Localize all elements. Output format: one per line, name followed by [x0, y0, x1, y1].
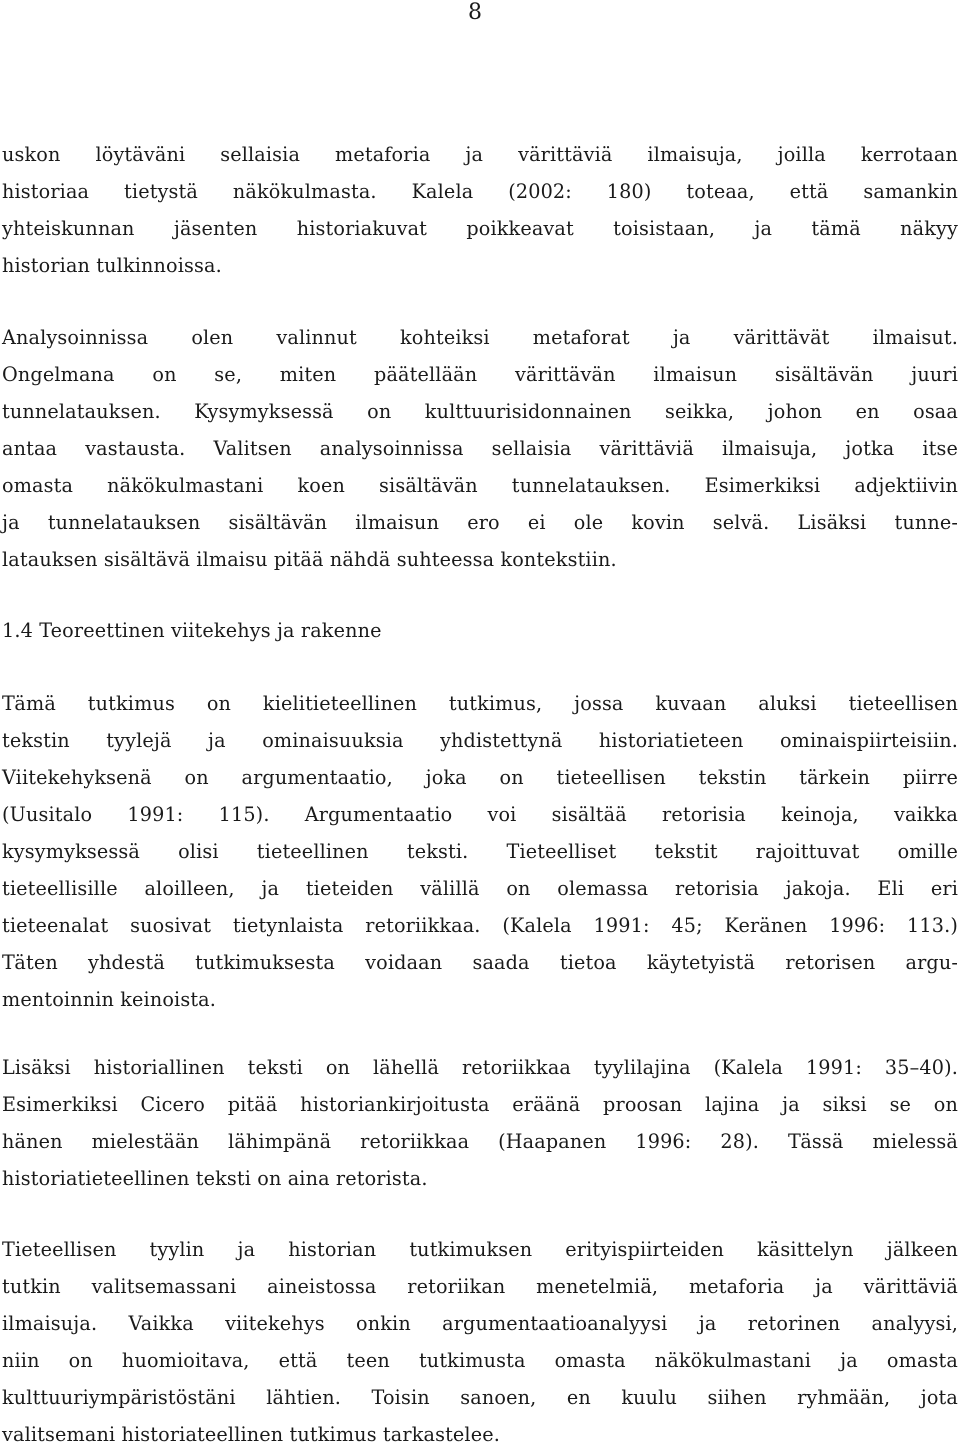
- text-line: historian tulkinnoissa.: [2, 254, 222, 277]
- text-line: tekstin tyylejä ja ominaisuuksia yhdistettynä historiatieteen ominaispiirteisiin.: [2, 729, 958, 752]
- text-line: tieteenalat suosivat tietynlaista retoriikkaa. (Kalela 1991: 45; Keränen 1996: 113.): [2, 914, 958, 937]
- text-line: Analysoinnissa olen valinnut kohteiksi metaforat ja värittävät ilmaisut.: [2, 326, 958, 349]
- paragraph-historical-text: [2, 1049, 958, 1197]
- text-line: historiatieteellinen teksti on aina retorista.: [2, 1167, 428, 1190]
- text-line: niin on huomioitava, että teen tutkimusta omasta näkökulmastani ja omasta: [2, 1349, 958, 1372]
- text-line: tieteellisille aloilleen, ja tieteiden välillä on olemassa retorisia jakoja. Eli eri: [2, 877, 958, 900]
- text-line: ja tunnelatauksen sisältävän ilmaisun ero ei ole kovin selvä. Lisäksi tunne-: [2, 511, 958, 534]
- text-line: Ongelmana on se, miten päätellään värittävän ilmaisun sisältävän juuri: [2, 363, 958, 386]
- text-line: mentoinnin keinoista.: [2, 988, 217, 1011]
- section-heading: 1.4 Teoreettinen viitekehys ja rakenne: [2, 619, 382, 642]
- text-line: kysymyksessä olisi tieteellinen teksti. Tieteelliset tekstit rajoittuvat omille: [2, 840, 958, 863]
- paragraph-framework: [2, 685, 958, 1018]
- text-line: yhteiskunnan jäsenten historiakuvat poikkeavat toisistaan, ja tämä näkyy: [2, 217, 958, 240]
- text-line: Tämä tutkimus on kielitieteellinen tutkimus, jossa kuvaan aluksi tieteellisen: [2, 692, 958, 715]
- text-line: historiaa tietystä näkökulmasta. Kalela (2002: 180) toteaa, että samankin: [2, 180, 958, 203]
- text-line: Viitekehyksenä on argumentaatio, joka on tieteellisen tekstin tärkein piirre: [2, 766, 958, 789]
- text-line: ilmaisuja. Vaikka viitekehys onkin argumentaatioanalyysi ja retorinen analyysi,: [2, 1312, 958, 1335]
- text-line: uskon löytäväni sellaisia metaforia ja värittäviä ilmaisuja, joilla kerrotaan: [2, 143, 958, 166]
- text-line: Lisäksi historiallinen teksti on lähellä retoriikkaa tyylilajina (Kalela 1991: 35–40).: [2, 1056, 958, 1079]
- text-line: Tieteellisen tyylin ja historian tutkimuksen erityispiirteiden käsittelyn jälkeen: [2, 1238, 958, 1261]
- text-line: tutkin valitsemassani aineistossa retoriikan menetelmiä, metaforia ja värittäviä: [2, 1275, 958, 1298]
- paragraph-method: [2, 1231, 958, 1453]
- text-line: hänen mielestään lähimpänä retoriikkaa (Haapanen 1996: 28). Tässä mielessä: [2, 1130, 958, 1153]
- text-line: Täten yhdestä tutkimuksesta voidaan saada tietoa käytetyistä retorisen argu-: [2, 951, 958, 974]
- text-line: (Uusitalo 1991: 115). Argumentaatio voi sisältää retorisia keinoja, vaikka: [2, 803, 958, 826]
- text-line: latauksen sisältävä ilmaisu pitää nähdä suhteessa kontekstiin.: [2, 548, 617, 571]
- text-line: omasta näkökulmastani koen sisältävän tunnelatauksen. Esimerkiksi adjektiivin: [2, 474, 958, 497]
- text-line: tunnelatauksen. Kysymyksessä on kulttuurisidonnainen seikka, johon en osaa: [2, 400, 958, 423]
- text-line: kulttuuriympäristöstäni lähtien. Toisin sanoen, en kuulu siihen ryhmään, jota: [2, 1386, 958, 1409]
- paragraph-intro-continuation: [2, 136, 958, 284]
- page-number: 8: [468, 0, 482, 25]
- text-line: valitsemani historiateellinen tutkimus tarkastelee.: [2, 1423, 500, 1446]
- text-line: antaa vastausta. Valitsen analysoinnissa sellaisia värittäviä ilmaisuja, jotka itse: [2, 437, 958, 460]
- paragraph-analysis: [2, 319, 958, 578]
- text-line: Esimerkiksi Cicero pitää historiankirjoitusta eräänä proosan lajina ja siksi se on: [2, 1093, 958, 1116]
